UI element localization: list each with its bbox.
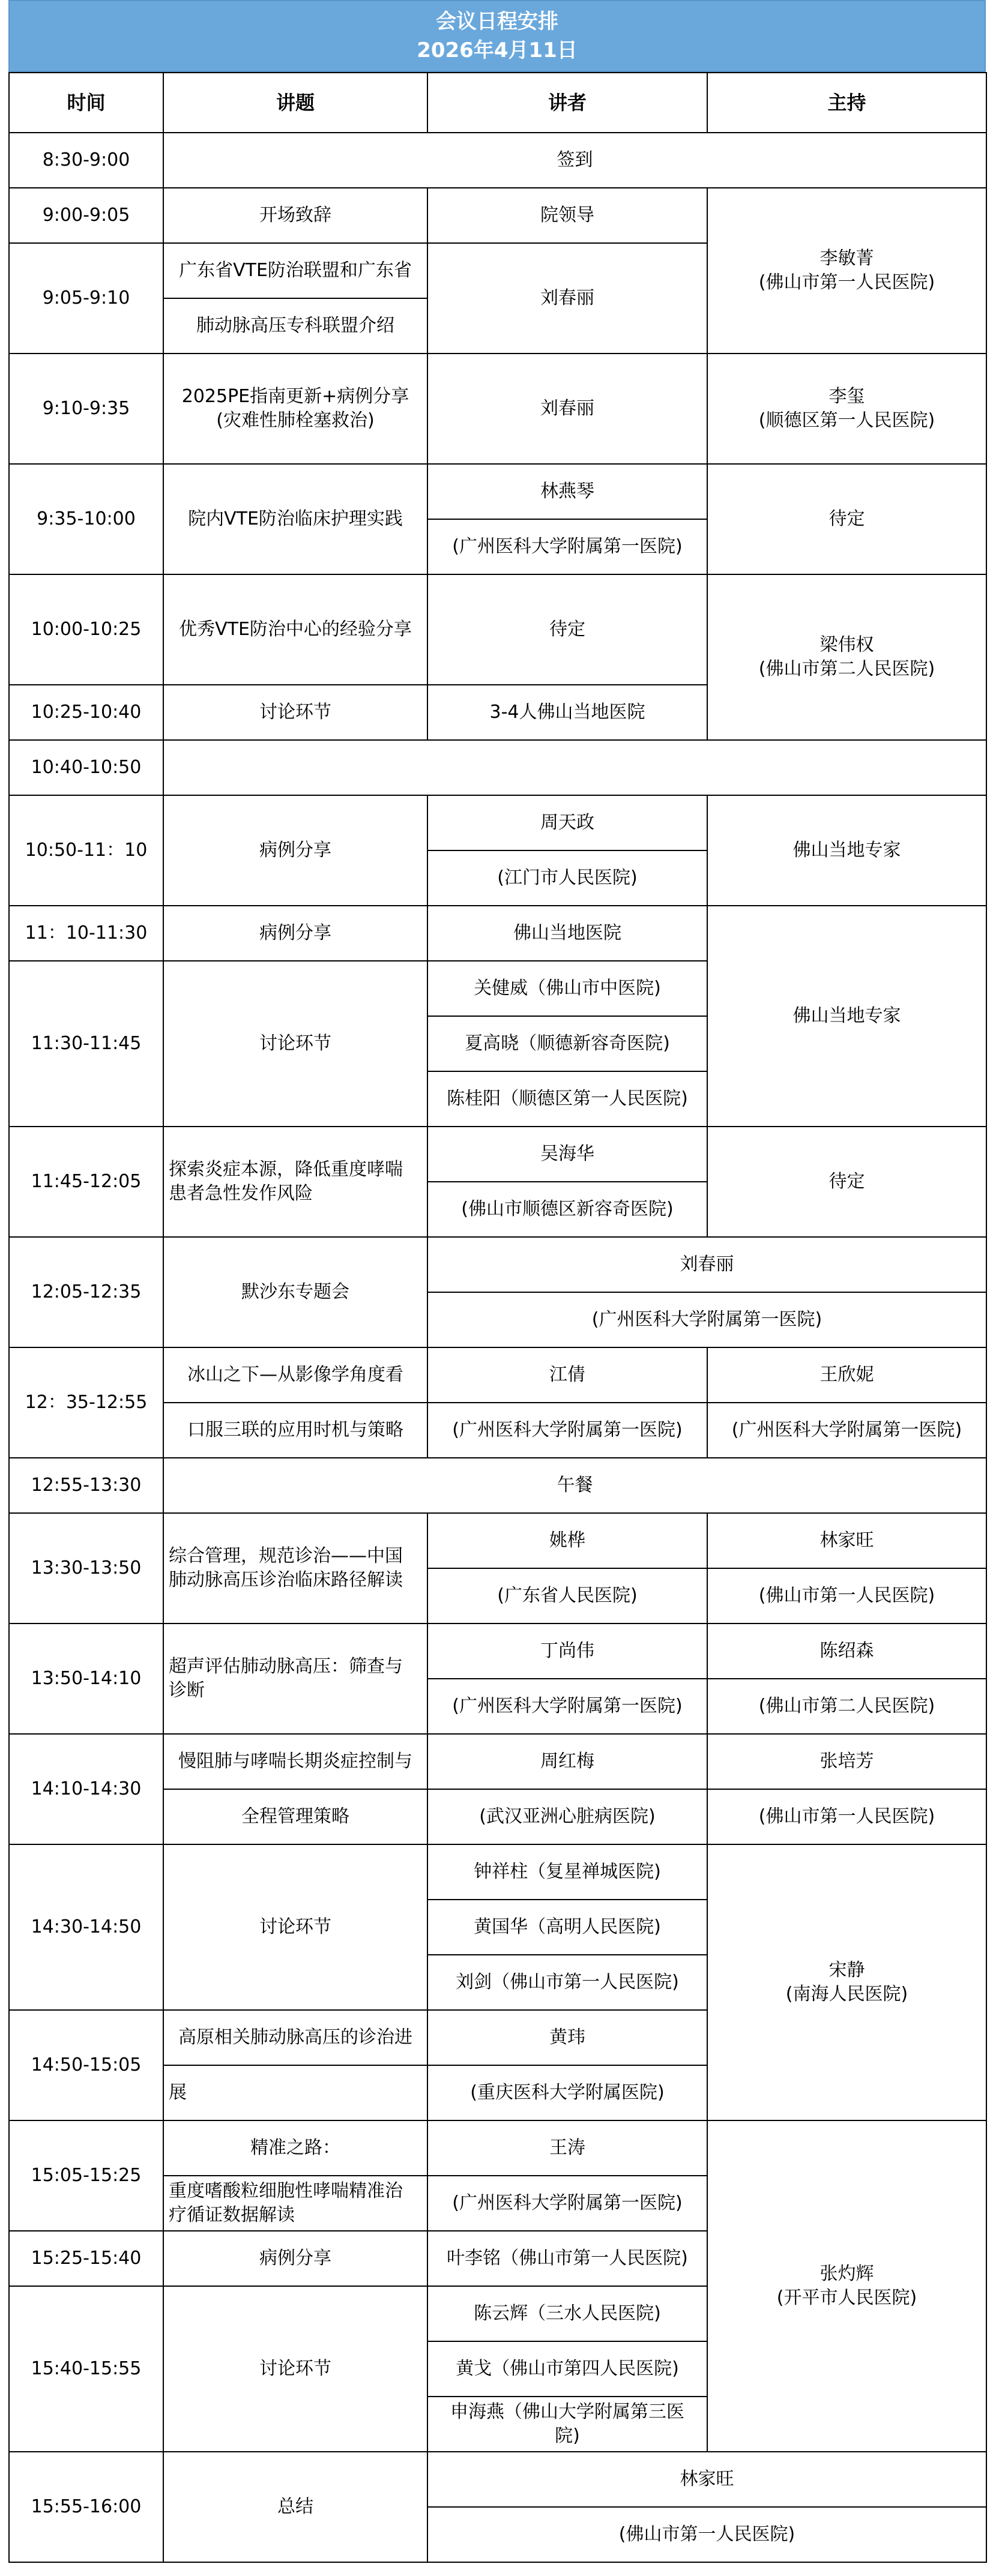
time-cell: 9:05-9:10	[9, 243, 163, 354]
host-cell: 梁伟权 (佛山市第二人民医院)	[707, 574, 986, 740]
speaker-cell: 江倩	[427, 1347, 707, 1403]
topic-cell: 冰山之下—从影像学角度看	[163, 1347, 427, 1403]
topic-cell: 重度嗜酸粒细胞性哮喘精准治 疗循证数据解读	[163, 2176, 427, 2231]
speaker-cell: (广东省人民医院)	[427, 1568, 707, 1624]
time-cell: 10:00-10:25	[9, 574, 163, 685]
time-cell: 11:30-11:45	[9, 961, 163, 1127]
table-header-row	[9, 73, 986, 133]
table-row	[9, 2452, 986, 2507]
topic-cell: 默沙东专题会	[163, 1237, 427, 1347]
time-cell: 14:10-14:30	[9, 1734, 163, 1844]
speaker-cell: 黄国华（高明人民医院)	[427, 1900, 707, 1955]
speaker-cell: 佛山当地医院	[427, 906, 707, 961]
host-cell: 王欣妮	[707, 1347, 986, 1403]
time-cell: 12：35-12:55	[9, 1347, 163, 1458]
topic-cell: 展	[163, 2065, 427, 2120]
speaker-cell: 刘春丽	[427, 354, 707, 464]
topic-cell: 2025PE指南更新+病例分享 (灾难性肺栓塞救治)	[163, 354, 427, 464]
speaker-cell: (广州医科大学附属第一医院)	[427, 1292, 986, 1347]
host-cell: (佛山市第一人民医院)	[707, 1568, 986, 1624]
time-cell: 9:35-10:00	[9, 464, 163, 574]
speaker-cell: (广州医科大学附属第一医院)	[427, 519, 707, 574]
speaker-cell: 丁尚伟	[427, 1624, 707, 1679]
time-cell: 14:50-15:05	[9, 2010, 163, 2120]
speaker-cell: (武汉亚洲心脏病医院)	[427, 1789, 707, 1844]
host-cell: 陈绍森	[707, 1624, 986, 1679]
topic-cell: 高原相关肺动脉高压的诊治进	[163, 2010, 427, 2065]
table-row	[9, 1513, 986, 1568]
time-cell: 10:25-10:40	[9, 685, 163, 740]
speaker-cell: 夏高晓（顺德新容奇医院)	[427, 1016, 707, 1071]
table-row	[9, 1458, 986, 1513]
table-row	[9, 1127, 986, 1182]
table-row	[9, 1734, 986, 1789]
speaker-cell: (广州医科大学附属第一医院)	[427, 1679, 707, 1734]
speaker-cell: 刘剑（佛山市第一人民医院)	[427, 1955, 707, 2010]
table-row	[9, 2120, 986, 2176]
speaker-cell: (重庆医科大学附属医院)	[427, 2065, 707, 2120]
topic-cell: 优秀VTE防治中心的经验分享	[163, 574, 427, 685]
time-cell: 9:10-9:35	[9, 354, 163, 464]
speaker-cell: 3-4人佛山当地医院	[427, 685, 707, 740]
topic-cell: 开场致辞	[163, 188, 427, 243]
topic-cell: 探索炎症本源，降低重度哮喘 患者急性发作风险	[163, 1127, 427, 1237]
table-row	[9, 464, 986, 519]
table-row	[9, 1237, 986, 1292]
speaker-cell: (广州医科大学附属第一医院)	[427, 1403, 707, 1458]
topic-cell: 超声评估肺动脉高压：筛查与 诊断	[163, 1624, 427, 1734]
topic-cell: 病例分享	[163, 795, 427, 906]
header-topic: 讲题	[163, 73, 427, 133]
agenda-date: 2026年4月11日	[417, 38, 578, 62]
speaker-cell: 院领导	[427, 188, 707, 243]
time-cell: 13:50-14:10	[9, 1624, 163, 1734]
topic-cell: 精准之路：	[163, 2120, 427, 2176]
time-cell: 11:45-12:05	[9, 1127, 163, 1237]
speaker-cell: 王涛	[427, 2120, 707, 2176]
time-cell: 15:05-15:25	[9, 2120, 163, 2231]
topic-cell: 慢阻肺与哮喘长期炎症控制与	[163, 1734, 427, 1789]
speaker-cell: 林家旺	[427, 2452, 986, 2507]
time-cell: 10:50-11：10	[9, 795, 163, 906]
time-cell: 13:30-13:50	[9, 1513, 163, 1624]
host-cell: 宋静 (南海人民医院)	[707, 1844, 986, 2120]
host-cell: 待定	[707, 1127, 986, 1237]
time-cell: 8:30-9:00	[9, 133, 163, 188]
table-row	[9, 795, 986, 850]
topic-cell: 综合管理，规范诊治——中国 肺动脉高压诊治临床路径解读	[163, 1513, 427, 1624]
speaker-cell: 周天政	[427, 795, 707, 850]
speaker-cell: 周红梅	[427, 1734, 707, 1789]
speaker-cell: 陈桂阳（顺德区第一人民医院)	[427, 1071, 707, 1127]
host-cell: 林家旺	[707, 1513, 986, 1568]
speaker-cell: 姚桦	[427, 1513, 707, 1568]
topic-cell: 病例分享	[163, 906, 427, 961]
host-cell: (佛山市第二人民医院)	[707, 1679, 986, 1734]
time-cell: 12:05-12:35	[9, 1237, 163, 1347]
lunch-cell: 午餐	[163, 1458, 986, 1513]
time-cell: 10:40-10:50	[9, 740, 163, 795]
agenda-table	[8, 72, 987, 2563]
speaker-cell: 关健威（佛山市中医院)	[427, 961, 707, 1016]
speaker-cell: 黄戈（佛山市第四人民医院)	[427, 2341, 707, 2397]
time-cell: 14:30-14:50	[9, 1844, 163, 2010]
topic-cell: 总结	[163, 2452, 427, 2562]
topic-cell: 肺动脉高压专科联盟介绍	[163, 298, 427, 354]
topic-cell: 口服三联的应用时机与策略	[163, 1403, 427, 1458]
header-speaker: 讲者	[427, 73, 707, 133]
time-cell: 15:55-16:00	[9, 2452, 163, 2562]
host-cell: 佛山当地专家	[707, 906, 986, 1127]
table-row	[9, 133, 986, 188]
speaker-cell: 吴海华	[427, 1127, 707, 1182]
topic-cell: 全程管理策略	[163, 1789, 427, 1844]
speaker-cell: 待定	[427, 574, 707, 685]
speaker-cell: 申海燕（佛山大学附属第三医 院)	[427, 2397, 707, 2452]
agenda-header	[8, 0, 986, 72]
topic-cell: 讨论环节	[163, 685, 427, 740]
topic-cell: 讨论环节	[163, 961, 427, 1127]
table-row	[9, 1844, 986, 1900]
host-cell: (广州医科大学附属第一医院)	[707, 1403, 986, 1458]
speaker-cell: 叶李铭（佛山市第一人民医院)	[427, 2231, 707, 2286]
break-cell	[163, 740, 986, 795]
host-cell: (佛山市第一人民医院)	[707, 1789, 986, 1844]
host-cell: 待定	[707, 464, 986, 574]
speaker-cell: (江门市人民医院)	[427, 850, 707, 906]
time-cell: 9:00-9:05	[9, 188, 163, 243]
table-row	[9, 906, 986, 961]
topic-cell: 病例分享	[163, 2231, 427, 2286]
table-row	[9, 354, 986, 464]
speaker-cell: 刘春丽	[427, 1237, 986, 1292]
table-row	[9, 1624, 986, 1679]
time-cell: 15:40-15:55	[9, 2286, 163, 2452]
speaker-cell: (广州医科大学附属第一医院)	[427, 2176, 707, 2231]
host-cell: 李玺 (顺德区第一人民医院)	[707, 354, 986, 464]
table-row	[9, 1347, 986, 1403]
topic-cell: 讨论环节	[163, 2286, 427, 2452]
agenda-document	[8, 0, 986, 2563]
speaker-cell: (佛山市第一人民医院)	[427, 2507, 986, 2562]
host-cell: 佛山当地专家	[707, 795, 986, 906]
speaker-cell: (佛山市顺德区新容奇医院)	[427, 1182, 707, 1237]
host-cell: 张培芳	[707, 1734, 986, 1789]
time-cell: 11：10-11:30	[9, 906, 163, 961]
header-time: 时间	[9, 73, 163, 133]
topic-cell: 院内VTE防治临床护理实践	[163, 464, 427, 574]
topic-cell: 广东省VTE防治联盟和广东省	[163, 243, 427, 298]
speaker-cell: 林燕琴	[427, 464, 707, 519]
host-cell: 李敏菁 (佛山市第一人民医院)	[707, 188, 986, 354]
header-host: 主持	[707, 73, 986, 133]
table-row	[9, 188, 986, 243]
speaker-cell: 陈云辉（三水人民医院)	[427, 2286, 707, 2341]
table-row	[9, 574, 986, 685]
host-cell: 张灼辉 (开平市人民医院)	[707, 2120, 986, 2452]
table-row	[9, 740, 986, 795]
checkin-cell: 签到	[163, 133, 986, 188]
topic-cell: 讨论环节	[163, 1844, 427, 2010]
time-cell: 15:25-15:40	[9, 2231, 163, 2286]
agenda-title: 会议日程安排	[436, 10, 558, 34]
speaker-cell: 钟祥柱（复星禅城医院)	[427, 1844, 707, 1900]
time-cell: 12:55-13:30	[9, 1458, 163, 1513]
speaker-cell: 黄玮	[427, 2010, 707, 2065]
speaker-cell: 刘春丽	[427, 243, 707, 354]
